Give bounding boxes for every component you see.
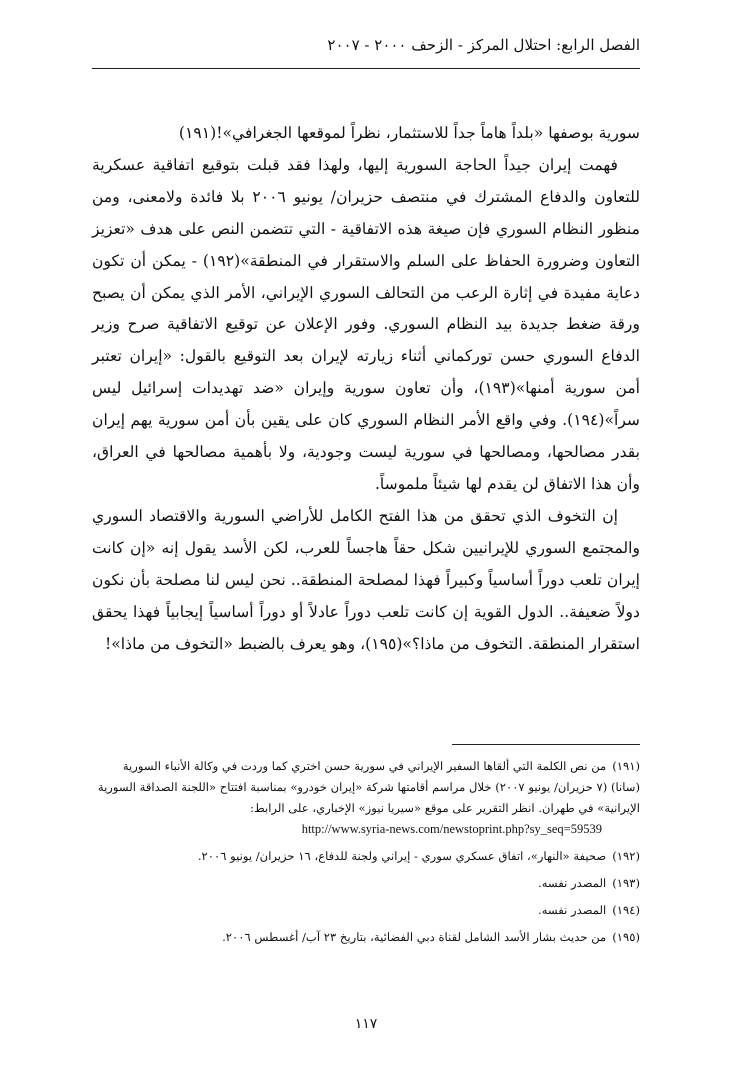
footnote [92, 873, 640, 894]
footnote-number: (١٩٥) [612, 930, 640, 944]
footnote-text: من حديث بشار الأسد الشامل لقناة دبي الفضائية، بتاريخ ٢٣ آب/ أغسطس ٢٠٠٦. [222, 930, 607, 944]
footnote [92, 900, 640, 921]
footnote-number: (١٩٣) [612, 876, 640, 890]
page-number: ١١٧ [354, 1016, 378, 1032]
footnote-text: من نص الكلمة التي ألقاها السفير الإيراني في سورية حسن اختري كما وردت في وكالة الأنباء السورية (سانا) (٧ حزيران/ يونيو ٢٠٠٧) خلال مراسم أقامتها شركة «إيران خودرو» بمناسبة افتتاح «اللجنة الصداقة السورية الإيرانية» في طهران. انظر التقرير على موقع «سيريا نيوز» الإخباري، على الرابط: [97, 759, 640, 815]
running-header [92, 34, 640, 69]
footnote-number: (١٩٤) [612, 903, 640, 917]
footnote-separator [452, 744, 640, 745]
footnote [92, 927, 640, 948]
paragraph: فهمت إيران جيداً الحاجة السورية إليها، ولهذا فقد قبلت بتوقيع اتفاقية عسكرية للتعاون والدفاع المشترك في منتصف حزيران/ يونيو ٢٠٠٦ بلا فائدة ولامعنى، ومن منظور النظام السوري فإن صيغة هذه الاتفاقية - التي تتضمن النص على هدف «تعزيز التعاون وضرورة الحفاظ على السلم والاستقرار في المنطقة»(١٩٢) - يمكن أن تكون دعاية مفيدة في إثارة الرعب من التحالف السوري الإيراني، الأمر الذي يمكن أن يصبح ورقة ضغط جديدة بيد النظام السوري. وفور الإعلان عن توقيع الاتفاقية صرح وزير الدفاع السوري حسن توركماني أثناء زيارته لإيران بعد التوقيع بالقول: «إيران تعتبر أمن سورية أمنها»(١٩٣)، وأن تعاون سورية وإيران «ضد تهديدات إسرائيل ليس سراً»(١٩٤). وفي واقع الأمر النظام السوري كان على يقين بأن أمن سورية يهم إيران بقدر مصالحها، ومصالحها في سورية ليست وجودية، ولا بأهمية مصالحها في العراق، وأن هذا الاتفاق لن يقدم لها شيئاً ملموساً. [92, 155, 641, 493]
footnote-number: (١٩٢) [612, 849, 640, 863]
footnote-link[interactable]: http://www.syria-news.com/newstoprint.php?sy_seq=59539 [301, 822, 602, 836]
main-text [92, 118, 640, 660]
paragraph: سورية بوصفها «بلداً هاماً جداً للاستثمار، نظراً لموقعها الجغرافي»!(١٩١) [178, 124, 640, 142]
footnote [92, 846, 640, 867]
footnote [92, 756, 640, 840]
footnote-text: صحيفة «النهار»، اتفاق عسكري سوري - إيراني ولجنة للدفاع، ١٦ حزيران/ يونيو ٢٠٠٦. [197, 849, 607, 863]
footnote-text: المصدر نفسه. [538, 903, 607, 917]
footnote-text: المصدر نفسه. [538, 876, 607, 890]
footnotes [92, 756, 640, 954]
paragraph: إن التخوف الذي تحقق من هذا الفتح الكامل للأراضي السورية والاقتصاد السوري والمجتمع السوري للإيرانيين شكل حقاً هاجساً للعرب، لكن الأسد يقول إنه «إن كانت إيران تلعب دوراً أساسياً وكبيراً فهذا لمصلحة المنطقة.. نحن ليس لنا مصلحة بأن نكون دولاً ضعيفة.. الدول القوية إن كانت تلعب دوراً عادلاً أو دوراً أساسياً إيجابياً فهذا يحقق استقرار المنطقة. التخوف من ماذا؟»(١٩٥)، وهو يعرف بالضبط «التخوف من ماذا»! [92, 506, 640, 653]
running-title: الفصل الرابع: احتلال المركز - الزحف ٢٠٠٠ - ٢٠٠٧ [327, 36, 640, 54]
footnote-number: (١٩١) [612, 759, 640, 773]
